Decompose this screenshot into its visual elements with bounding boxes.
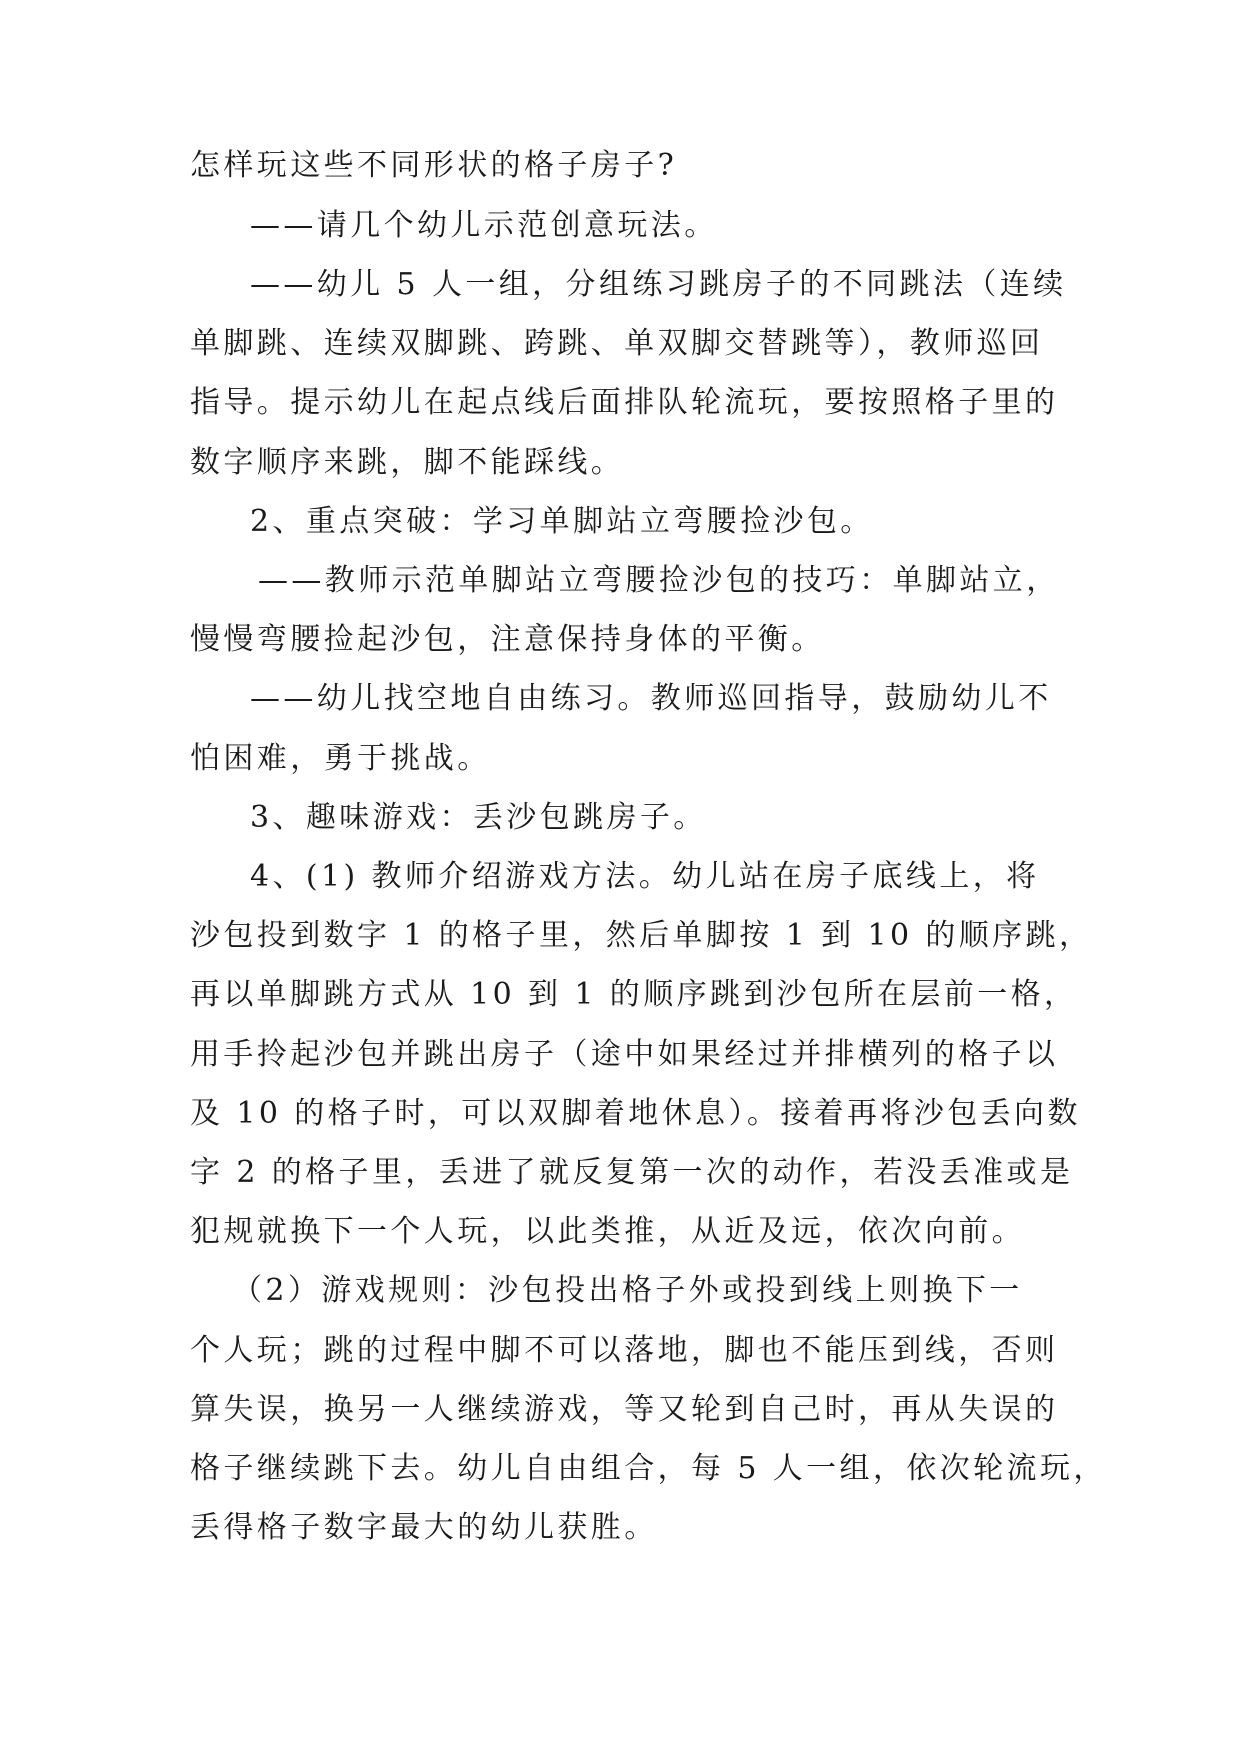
text-line: 丢得格子数字最大的幼儿获胜。	[190, 1510, 658, 1545]
text-line: 格子继续跳下去。幼儿自由组合，每 5 人一组，依次轮流玩，	[190, 1451, 1107, 1486]
text-line: 怕困难，勇于挑战。	[190, 741, 491, 776]
text-line: 算失误，换另一人继续游戏，等又轮到自己时，再从失误的	[190, 1392, 1059, 1427]
text-line: 指导。提示幼儿在起点线后面排队轮流玩，要按照格子里的	[190, 385, 1059, 420]
text-line: 及 10 的格子时，可以双脚着地休息）。接着再将沙包丢向数	[190, 1096, 1081, 1131]
text-line: 字 2 的格子里，丢进了就反复第一次的动作，若没丢准或是	[190, 1155, 1074, 1190]
text-line: （2）游戏规则：沙包投出格子外或投到线上则换下一	[232, 1273, 1023, 1308]
text-line: 犯规就换下一个人玩，以此类推，从近及远，依次向前。	[190, 1214, 1025, 1249]
text-line: ——幼儿 5 人一组，分组练习跳房子的不同跳法（连续	[250, 267, 1067, 302]
text-line: 4、(1) 教师介绍游戏方法。幼儿站在房子底线上，将	[250, 859, 1040, 894]
text-line: 怎样玩这些不同形状的格子房子?	[190, 148, 678, 183]
text-line: 单脚跳、连续双脚跳、跨跳、单双脚交替跳等），教师巡回	[190, 326, 1044, 361]
section-heading: 3、趣味游戏：丢沙包跳房子。	[250, 800, 707, 835]
text-line: ——请几个幼儿示范创意玩法。	[250, 208, 718, 243]
text-line: 个人玩；跳的过程中脚不可以落地，脚也不能压到线，否则	[190, 1333, 1059, 1368]
text-line: 沙包投到数字 1 的格子里，然后单脚按 1 到 10 的顺序跳，	[190, 918, 1093, 953]
text-line: 用手拎起沙包并跳出房子（途中如果经过并排横列的格子以	[190, 1037, 1059, 1072]
section-heading: 2、重点突破：学习单脚站立弯腰捡沙包。	[250, 504, 874, 539]
text-line: 再以单脚跳方式从 10 到 1 的顺序跳到沙包所在层前一格，	[190, 977, 1078, 1012]
text-line: ——幼儿找空地自由练习。教师巡回指导，鼓励幼儿不	[250, 681, 1052, 716]
text-line: 数字顺序来跳，脚不能踩线。	[190, 445, 625, 480]
text-line: ——教师示范单脚站立弯腰捡沙包的技巧：单脚站立，	[258, 563, 1060, 598]
text-line: 慢慢弯腰捡起沙包，注意保持身体的平衡。	[190, 622, 825, 657]
